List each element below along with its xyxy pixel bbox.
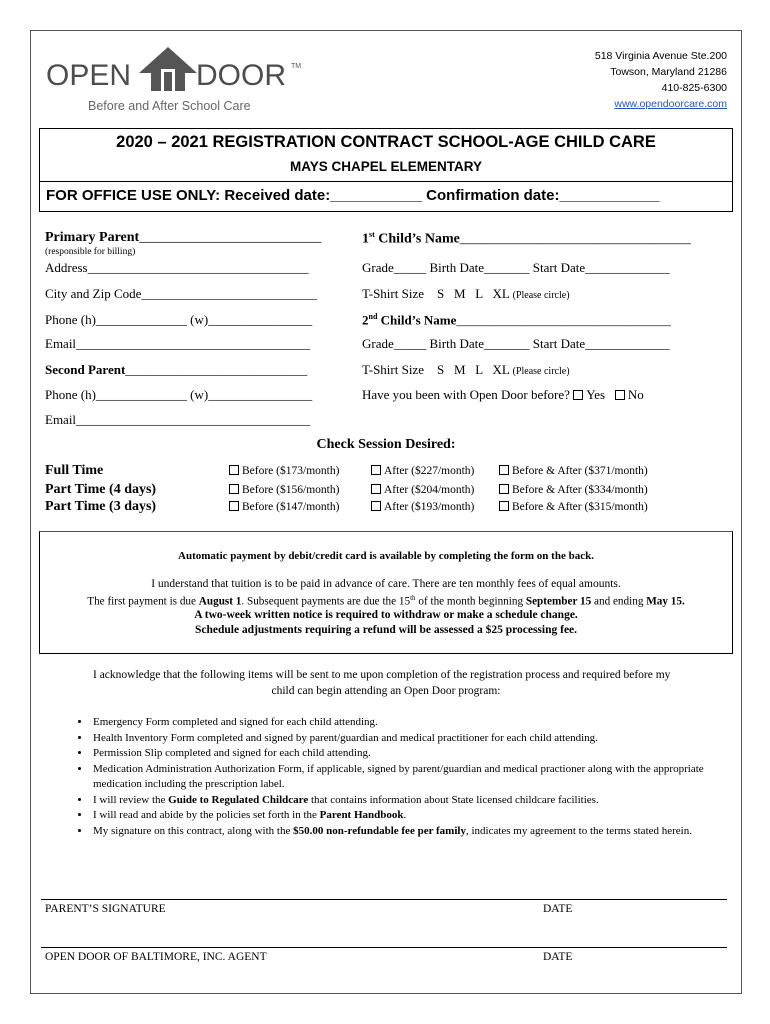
house-door-logo-icon [137, 45, 199, 93]
yes-label: Yes [586, 387, 606, 402]
tshirt-label: T-Shirt Size [362, 286, 424, 301]
logo-trademark: TM [291, 63, 302, 70]
email-field[interactable]: Email____________________________________ [45, 336, 311, 351]
text: $50.00 non-refundable fee per family [293, 824, 466, 837]
date-label: DATE [543, 903, 573, 915]
payment-notice-box [39, 531, 733, 654]
please-circle-note: (Please circle) [512, 290, 570, 301]
primary-parent-text: Primary Parent [45, 230, 140, 245]
registration-form-page [30, 30, 742, 994]
full-after-option[interactable] [371, 465, 474, 477]
text: , indicates my agreement to the terms stated herein. [465, 824, 692, 837]
list-item [91, 808, 741, 824]
logo-word-open: OPEN [46, 59, 132, 92]
checkbox[interactable] [371, 501, 381, 511]
email2-field[interactable]: Email____________________________________ [45, 412, 311, 427]
agent-signature-line[interactable] [41, 947, 727, 948]
option-label: After ($193/month) [384, 501, 475, 513]
address-line: Towson, Maryland 21286 [610, 66, 727, 78]
responsible-note: (responsible for billing) [45, 247, 136, 257]
session-heading: Check Session Desired: [316, 437, 456, 452]
text: The first payment is due [87, 595, 199, 608]
pt3-before-option[interactable] [229, 501, 339, 513]
option-label: Before ($147/month) [242, 501, 340, 513]
text: Parent Handbook [319, 809, 404, 821]
checkbox[interactable] [499, 501, 509, 511]
child2-name-field[interactable]: _________________________________ [456, 312, 671, 328]
payment-schedule-line [40, 594, 732, 608]
child1-grade-row[interactable]: Grade_____ Birth Date_______ Start Date_____________ [362, 260, 670, 275]
tshirt-label: T-Shirt Size [362, 362, 424, 377]
tshirt-row-1 [362, 286, 570, 302]
tshirt-sizes[interactable]: S M L XL [437, 362, 510, 377]
date-label: DATE [543, 951, 573, 963]
logo-tagline: Before and After School Care [88, 99, 251, 113]
list-item: • Medication Administration Authorization Form, if applicable, signed by parent/guardian and medical practioner along with the appropriate medication including the prescription label. [91, 762, 741, 793]
website-link[interactable]: www.opendoorcare.com [614, 98, 727, 110]
primary-parent-field[interactable]: __________________________ [139, 230, 322, 245]
tshirt-sizes[interactable]: S M L XL [437, 286, 510, 301]
option-label: After ($227/month) [384, 465, 475, 477]
acknowledge-line-1: I acknowledge that the following items will be sent to me upon completion of the registration process and required before my [93, 669, 671, 681]
list-item: • Health Inventory Form completed and signed by parent/guardian and medical practitioner for each child attending. [91, 731, 741, 747]
acknowledge-line-2: child can begin attending an Open Door program: [271, 685, 501, 697]
text: September 15 [525, 595, 592, 608]
child1-name-field[interactable]: _________________________________ [459, 231, 691, 247]
parent-signature-line[interactable] [41, 899, 727, 900]
session-label: Part Time (4 days) [45, 482, 157, 497]
list-item [91, 824, 741, 840]
pt4-before-option[interactable] [229, 484, 339, 496]
checkbox[interactable] [499, 465, 509, 475]
second-parent-label [45, 362, 307, 378]
checkbox[interactable] [229, 501, 239, 511]
second-parent-text: Second Parent [45, 362, 126, 377]
address-field[interactable]: Address__________________________________ [45, 260, 309, 275]
checkbox[interactable] [371, 465, 381, 475]
phone-field[interactable]: Phone (h)______________ (w)________________ [45, 312, 313, 327]
address-line: 518 Virginia Avenue Ste.200 [594, 50, 727, 62]
list-item: • Emergency Form completed and signed for each child attending. [91, 715, 741, 731]
required-items-list [69, 715, 741, 839]
parent-signature-label: PARENT’S SIGNATURE [45, 903, 166, 915]
please-circle-note: (Please circle) [512, 366, 570, 377]
checkbox[interactable] [229, 484, 239, 494]
option-label: Before & After ($334/month) [512, 484, 648, 496]
refund-fee-notice: Schedule adjustments requiring a refund will be assessed a $25 processing fee. [194, 624, 578, 636]
text: I will review the [93, 793, 169, 806]
no-label: No [627, 387, 644, 402]
text: . Subsequent payments are due the 15 [241, 595, 411, 608]
option-label: Before & After ($315/month) [512, 501, 648, 513]
phone-number: 410-825-6300 [661, 82, 727, 94]
checkbox[interactable] [499, 484, 509, 494]
pt4-after-option[interactable] [371, 484, 474, 496]
office-use-line[interactable]: FOR OFFICE USE ONLY: Received date:___________ Confirmation date:____________ [46, 187, 660, 204]
pt4-both-option[interactable] [499, 484, 648, 496]
text: August 1 [198, 595, 242, 608]
phone2-field[interactable]: Phone (h)______________ (w)________________ [45, 387, 313, 402]
text: . [403, 809, 407, 821]
text: and ending [591, 595, 647, 608]
text: th [410, 594, 416, 602]
list-item [91, 793, 741, 809]
child1-sup: st [369, 230, 375, 239]
pt3-after-option[interactable] [371, 501, 474, 513]
child1-label: 1st Child’s Name_________________________________ [362, 230, 691, 247]
withdraw-notice: A two-week written notice is required to withdraw or make a schedule change. [194, 609, 578, 621]
session-label: Part Time (3 days) [45, 499, 157, 514]
title-divider [40, 181, 732, 182]
contract-title: 2020 – 2021 REGISTRATION CONTRACT SCHOOL-AGE CHILD CARE [116, 133, 656, 151]
auto-pay-note: Automatic payment by debit/credit card is available by completing the form on the back. [178, 550, 594, 562]
text: of the month beginning [415, 595, 526, 608]
school-name: MAYS CHAPEL ELEMENTARY [289, 159, 483, 174]
checkbox[interactable] [229, 465, 239, 475]
agent-signature-label: OPEN DOOR OF BALTIMORE, INC. AGENT [45, 951, 267, 963]
text: May 15. [646, 595, 685, 608]
text: Guide to Regulated Childcare [168, 793, 309, 806]
list-item: • Permission Slip completed and signed for each child attending. [91, 746, 741, 762]
title-box [39, 128, 733, 212]
full-both-option[interactable] [499, 465, 648, 477]
tshirt-row-2 [362, 362, 570, 378]
tuition-line: I understand that tuition is to be paid in advance of care. There are ten monthly fees of equal amounts. [151, 578, 621, 590]
city-zip-field[interactable]: City and Zip Code___________________________ [45, 286, 317, 301]
child2-sup: nd [368, 312, 378, 321]
option-label: Before & After ($371/month) [512, 465, 648, 477]
been-before-question: Have you been with Open Door before? [362, 387, 570, 402]
option-label: Before ($156/month) [242, 484, 340, 496]
address-block [595, 48, 727, 112]
primary-parent-label [45, 230, 321, 246]
child2-grade-row[interactable]: Grade_____ Birth Date_______ Start Date_____________ [362, 336, 670, 351]
been-before-row [362, 387, 644, 403]
full-before-option[interactable] [229, 465, 339, 477]
no-checkbox[interactable] [615, 390, 625, 400]
text: My signature on this contract, along with the [93, 824, 294, 837]
logo-word-door: DOOR [196, 59, 286, 92]
pt3-both-option[interactable] [499, 501, 648, 513]
option-label: After ($204/month) [384, 484, 475, 496]
session-label: Full Time [45, 463, 104, 478]
text: that contains information about State licensed childcare facilities. [308, 793, 599, 806]
child2-label: 2nd Child’s Name_________________________________ [362, 312, 671, 328]
text: I will read and abide by the policies set forth in the [93, 809, 320, 821]
checkbox[interactable] [371, 484, 381, 494]
second-parent-field[interactable]: ____________________________ [125, 362, 308, 377]
option-label: Before ($173/month) [242, 465, 340, 477]
yes-checkbox[interactable] [573, 390, 583, 400]
